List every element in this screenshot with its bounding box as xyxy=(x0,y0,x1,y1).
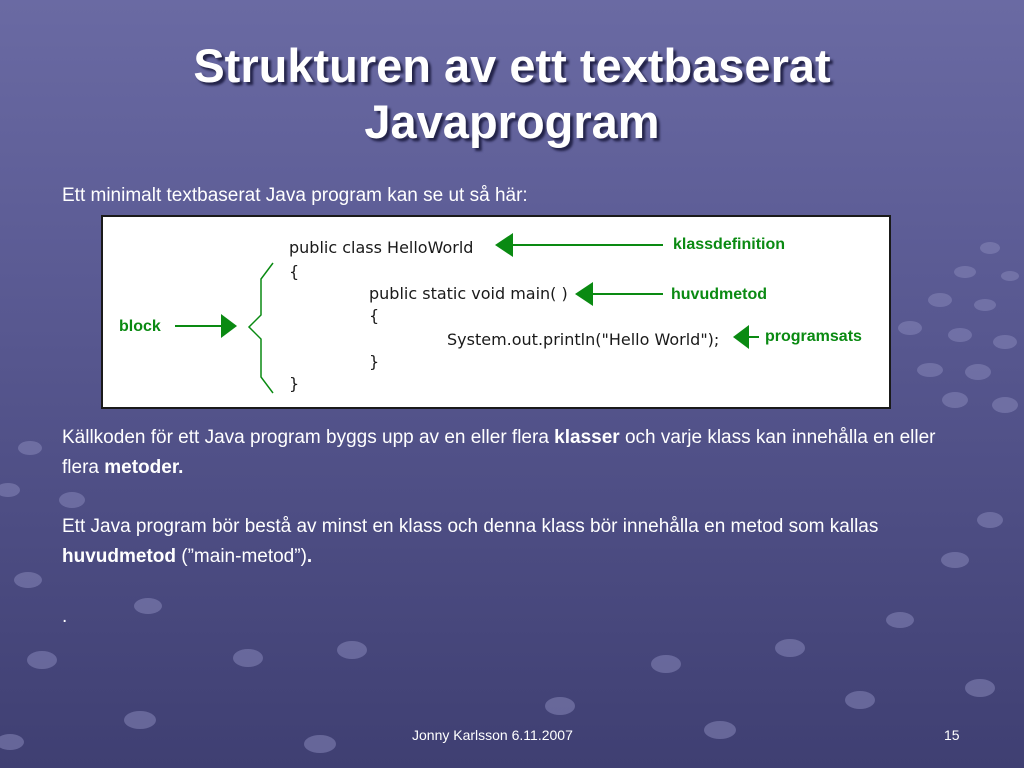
label-programsats: programsats xyxy=(765,328,862,345)
title-line-2: Javaprogram xyxy=(364,95,660,148)
code-line-class: public class HelloWorld xyxy=(289,238,474,257)
footer-author: Jonny Karlsson 6.11.2007 xyxy=(412,727,573,743)
code-line-main-brace-open: { xyxy=(369,306,380,325)
code-diagram xyxy=(101,215,891,409)
paragraph-main-method xyxy=(62,512,962,572)
para1-bold-metoder: metoder. xyxy=(104,457,184,478)
para2-text-a: Ett Java program bör bestå av minst en klass och denna klass bör innehålla en metod som kallas xyxy=(62,516,879,537)
label-huvudmetod: huvudmetod xyxy=(671,286,767,303)
code-line-main: public static void main( ) xyxy=(369,284,568,303)
code-line-brace-close: } xyxy=(289,374,300,393)
para1-text-b: och varje klass kan innehålla en eller flera xyxy=(62,427,936,478)
code-diagram-svg xyxy=(103,217,889,407)
label-block: block xyxy=(119,318,161,335)
title-line-1: Strukturen av ett textbaserat xyxy=(193,39,831,92)
para2-bold-period: . xyxy=(306,546,313,567)
para1-text-a: Källkoden för ett Java program byggs upp av en eller flera xyxy=(62,427,555,448)
klassdefinition-arrow xyxy=(495,233,663,257)
programsats-arrow xyxy=(733,325,759,349)
intro-text: Ett minimalt textbaserat Java program kan se ut så här: xyxy=(62,185,528,206)
trailing-dot: . xyxy=(62,606,68,627)
code-line-main-brace-close: } xyxy=(369,352,380,371)
para2-bold-huvudmetod: huvudmetod xyxy=(62,546,176,567)
paragraph-classes xyxy=(62,423,962,483)
code-line-println: System.out.println("Hello World"); xyxy=(447,330,720,349)
block-arrow xyxy=(175,314,237,338)
huvudmetod-arrow xyxy=(575,282,663,306)
para1-bold-klasser: klasser xyxy=(554,427,620,448)
code-line-brace-open: { xyxy=(289,262,300,281)
para2-text-b: (”main-metod”) xyxy=(176,546,307,567)
block-brace-shape xyxy=(249,263,273,393)
footer-page-number: 15 xyxy=(944,727,960,743)
slide-title xyxy=(100,38,924,150)
label-klassdefinition: klassdefinition xyxy=(673,236,786,253)
